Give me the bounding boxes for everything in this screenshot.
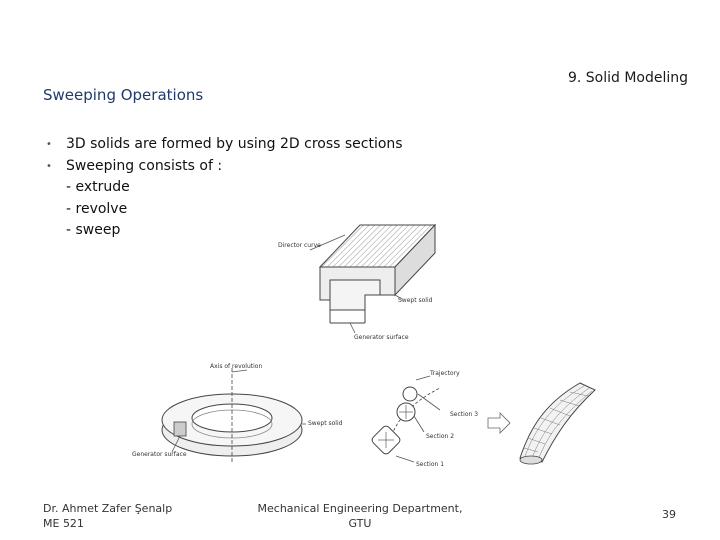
director-curve-label: Director curve <box>278 242 321 249</box>
university-line: GTU <box>348 517 372 530</box>
bullet-item <box>46 156 403 178</box>
author-name: Dr. Ahmet Zafer Şenalp <box>43 502 173 515</box>
sweep-figure <box>370 358 605 470</box>
footer-department <box>250 501 470 531</box>
sweep-drawing <box>370 358 605 470</box>
bullet-item <box>46 134 403 156</box>
footer-author <box>43 501 172 531</box>
bullet-text: Sweeping consists of : <box>66 157 223 174</box>
trajectory-label: Trajectory <box>430 370 460 377</box>
department-line: Mechanical Engineering Department, <box>257 502 463 515</box>
slide-title: Sweeping Operations <box>43 86 204 104</box>
section-1-label: Section 1 <box>416 461 445 468</box>
section-2-label: Section 2 <box>426 433 455 440</box>
course-code: ME 521 <box>43 517 84 530</box>
sub-item: - extrude <box>66 179 130 195</box>
generator-surface-label: Generator surface <box>132 451 187 458</box>
extrude-drawing <box>270 205 450 345</box>
arrow-right-icon <box>488 413 510 433</box>
generator-surface-label: Generator surface <box>354 334 409 341</box>
bullet-text: 3D solids are formed by using 2D cross sections <box>66 136 403 152</box>
revolve-figure <box>122 358 352 470</box>
chapter-label: 9. Solid Modeling <box>567 70 688 86</box>
swept-solid-label: Swept solid <box>398 297 433 304</box>
page-number: 39 <box>662 508 676 521</box>
bullet-dot-icon: • <box>46 139 52 150</box>
bullet-dot-icon: • <box>46 160 52 172</box>
sub-item: - revolve <box>66 200 128 217</box>
revolve-drawing <box>122 358 352 470</box>
axis-of-revolution-label: Axis of revolution <box>210 363 263 370</box>
sub-item: - sweep <box>66 222 121 238</box>
swept-solid-label: Swept solid <box>308 420 343 427</box>
section-3-label: Section 3 <box>450 411 479 418</box>
extrude-figure <box>270 205 450 345</box>
